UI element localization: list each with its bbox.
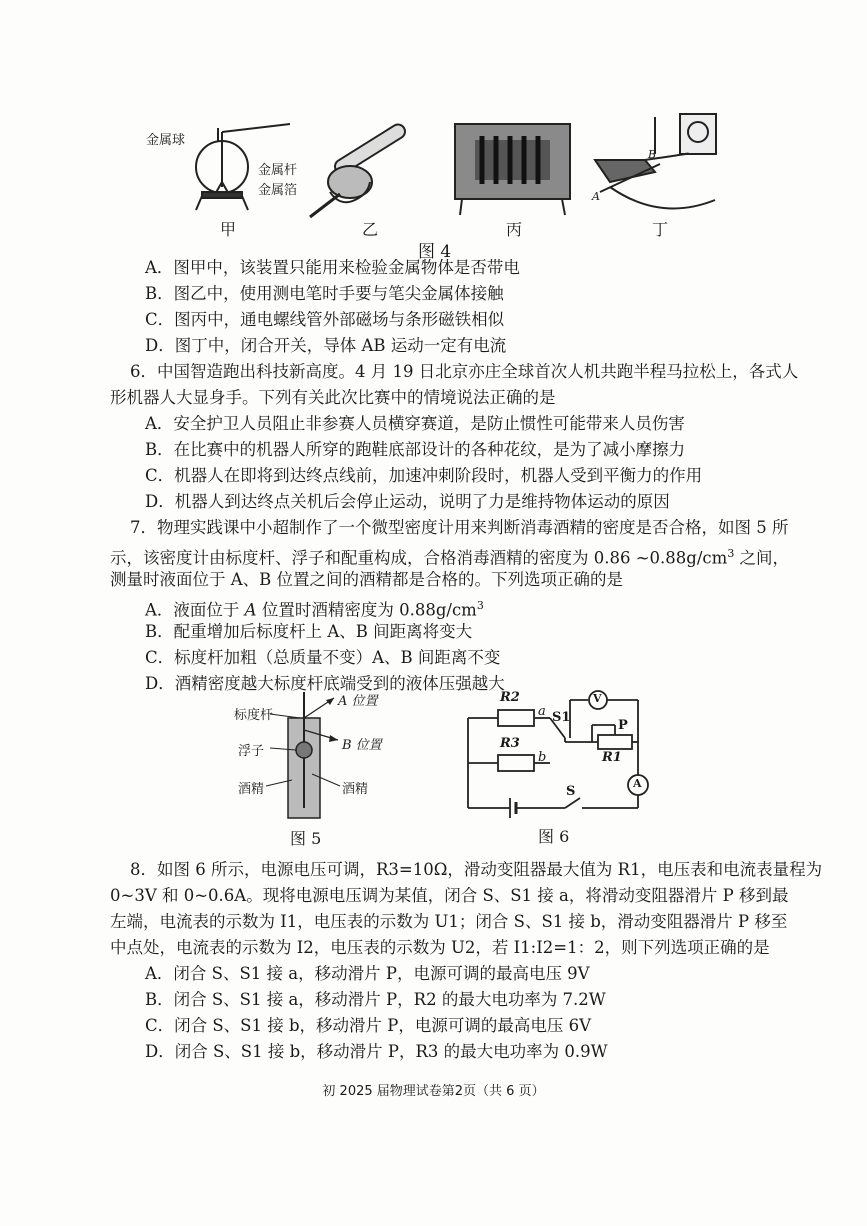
fig5-label-pos-a: A 位置 bbox=[338, 694, 378, 709]
q7-stem-line2 bbox=[110, 542, 789, 571]
q5-option-a: A．图甲中，该装置只能用来检验金属物体是否带电 bbox=[145, 258, 520, 277]
figures-5-6 bbox=[220, 690, 660, 848]
label-metal-foil: 金属箔 bbox=[258, 183, 298, 198]
q5-option-b: B．图乙中，使用测电笔时手要与笔尖金属体接触 bbox=[145, 284, 504, 303]
fig6-label-r2: R2 bbox=[500, 690, 520, 705]
q7-option-a-sup: 3 bbox=[476, 599, 484, 612]
q8-option-a: A．闭合 S、S1 接 a，移动滑片 P，电源可调的最高电压 9V bbox=[145, 964, 590, 983]
q8-option-c: C．闭合 S、S1 接 b，移动滑片 P，电源可调的最高电压 6V bbox=[145, 1016, 592, 1035]
figure-4 bbox=[140, 112, 740, 242]
q7-option-a bbox=[145, 594, 484, 623]
fig6-label-b: b bbox=[538, 750, 547, 765]
fig5-label-pos-b: B 位置 bbox=[342, 738, 382, 753]
sub-caption-yi: 乙 bbox=[362, 220, 379, 239]
q7-stem-line2-tail: 之间， bbox=[734, 548, 790, 568]
q7-stem-line1: 7．物理实践课中小超制作了一个微型密度计用来判断消毒酒精的密度是否合格，如图 5 所 bbox=[130, 518, 789, 537]
q7-stem-line3: 测量时液面位于 A、B 位置之间的酒精都是合格的。下列选项正确的是 bbox=[110, 570, 624, 589]
q6-stem-line2: 形机器人大显身手。下列有关此次比赛中的情境说法正确的是 bbox=[110, 388, 556, 407]
q7-option-d: D．酒精密度越大标度杆底端受到的液体压强越大 bbox=[145, 674, 505, 693]
fig6-label-s: S bbox=[566, 784, 576, 799]
fig6-label-r1: R1 bbox=[602, 750, 622, 765]
label-metal-ball: 金属球 bbox=[146, 133, 186, 148]
sub-caption-bing: 丙 bbox=[506, 220, 523, 239]
sub-caption-ding: 丁 bbox=[652, 220, 669, 239]
q7-option-a-post: 位置时酒精密度为 0.88g/cm bbox=[256, 600, 477, 620]
q5-option-c: C．图丙中，通电螺线管外部磁场与条形磁铁相似 bbox=[145, 310, 505, 329]
q7-option-a-var: A bbox=[244, 600, 257, 620]
fig6-label-ammeter: A bbox=[633, 777, 642, 790]
q6-stem-line1: 6．中国智造跑出科技新高度。4 月 19 日北京亦庄全球首次人机共跑半程马拉松上，各式人 bbox=[130, 362, 799, 381]
figure-5-caption: 图 5 bbox=[290, 829, 322, 848]
fig5-label-alcohol-right: 酒精 bbox=[342, 782, 369, 797]
fig6-label-s1: S1 bbox=[552, 710, 571, 725]
q8-stem-line2: 0~3V 和 0~0.6A。现将电源电压调为某值，闭合 S、S1 接 a，将滑动变阻器滑片 P 移到最 bbox=[110, 886, 789, 905]
q6-option-d: D．机器人到达终点关机后会停止运动，说明了力是维持物体运动的原因 bbox=[145, 492, 670, 511]
page-footer: 初 2025 届物理试卷第2页（共 6 页） bbox=[322, 1084, 545, 1099]
q7-option-c: C．标度杆加粗（总质量不变）A、B 间距离不变 bbox=[145, 648, 501, 667]
label-a: A bbox=[592, 190, 600, 203]
fig6-label-r3: R3 bbox=[500, 736, 520, 751]
q7-option-b: B．配重增加后标度杆上 A、B 间距离将变大 bbox=[145, 622, 473, 641]
hydrometer-icon bbox=[266, 692, 340, 818]
figures-5-6-drawings bbox=[220, 690, 660, 845]
fig6-label-p: P bbox=[618, 718, 628, 733]
q7-stem-line2-text: 示，该密度计由标度杆、浮子和配重构成，合格消毒酒精的密度为 0.86 ~0.88g/cm bbox=[110, 548, 728, 568]
fig5-label-rod: 标度杆 bbox=[234, 708, 274, 723]
test-pen-hand-icon bbox=[310, 122, 408, 217]
q7-option-a-pre: A．液面位于 bbox=[145, 600, 245, 620]
q6-option-a: A．安全护卫人员阻止非参赛人员横穿赛道，是防止惯性可能带来人员伤害 bbox=[145, 414, 685, 433]
q5-option-d: D．图丁中，闭合开关，导体 AB 运动一定有电流 bbox=[145, 336, 507, 355]
label-b: B bbox=[648, 148, 657, 161]
magnet-circuit-icon bbox=[595, 114, 716, 208]
q7-stem-sup: 3 bbox=[727, 547, 735, 560]
solenoid-icon bbox=[455, 124, 570, 215]
sub-caption-jia: 甲 bbox=[220, 220, 237, 239]
q8-option-b: B．闭合 S、S1 接 a，移动滑片 P，R2 的最大电功率为 7.2W bbox=[145, 990, 606, 1009]
label-metal-rod: 金属杆 bbox=[258, 163, 298, 178]
figure-4-caption: 图 4 bbox=[418, 242, 452, 262]
q8-stem-line3: 左端，电流表的示数为 I1，电压表的示数为 U1；闭合 S、S1 接 b，滑动变阻器滑片 P 移至 bbox=[110, 912, 788, 931]
fig5-label-alcohol-left: 酒精 bbox=[238, 782, 265, 797]
fig5-label-float: 浮子 bbox=[238, 744, 265, 759]
fig6-label-v: V bbox=[593, 692, 602, 705]
q8-stem-line4: 中点处，电流表的示数为 I2，电压表的示数为 U2，若 I1:I2=1：2，则下列选项正确的是 bbox=[110, 938, 770, 957]
fig6-label-a: a bbox=[538, 704, 546, 719]
q8-stem-line1: 8．如图 6 所示，电源电压可调，R3=10Ω，滑动变阻器最大值为 R1，电压表和电流表量程为 bbox=[130, 860, 823, 879]
q6-option-c: C．机器人在即将到达终点线前，加速冲刺阶段时，机器人受到平衡力的作用 bbox=[145, 466, 703, 485]
q6-option-b: B．在比赛中的机器人所穿的跑鞋底部设计的各种花纹，是为了减小摩擦力 bbox=[145, 440, 686, 459]
figure-6-caption: 图 6 bbox=[538, 827, 570, 846]
q8-option-d: D．闭合 S、S1 接 b，移动滑片 P，R3 的最大电功率为 0.9W bbox=[145, 1042, 608, 1061]
